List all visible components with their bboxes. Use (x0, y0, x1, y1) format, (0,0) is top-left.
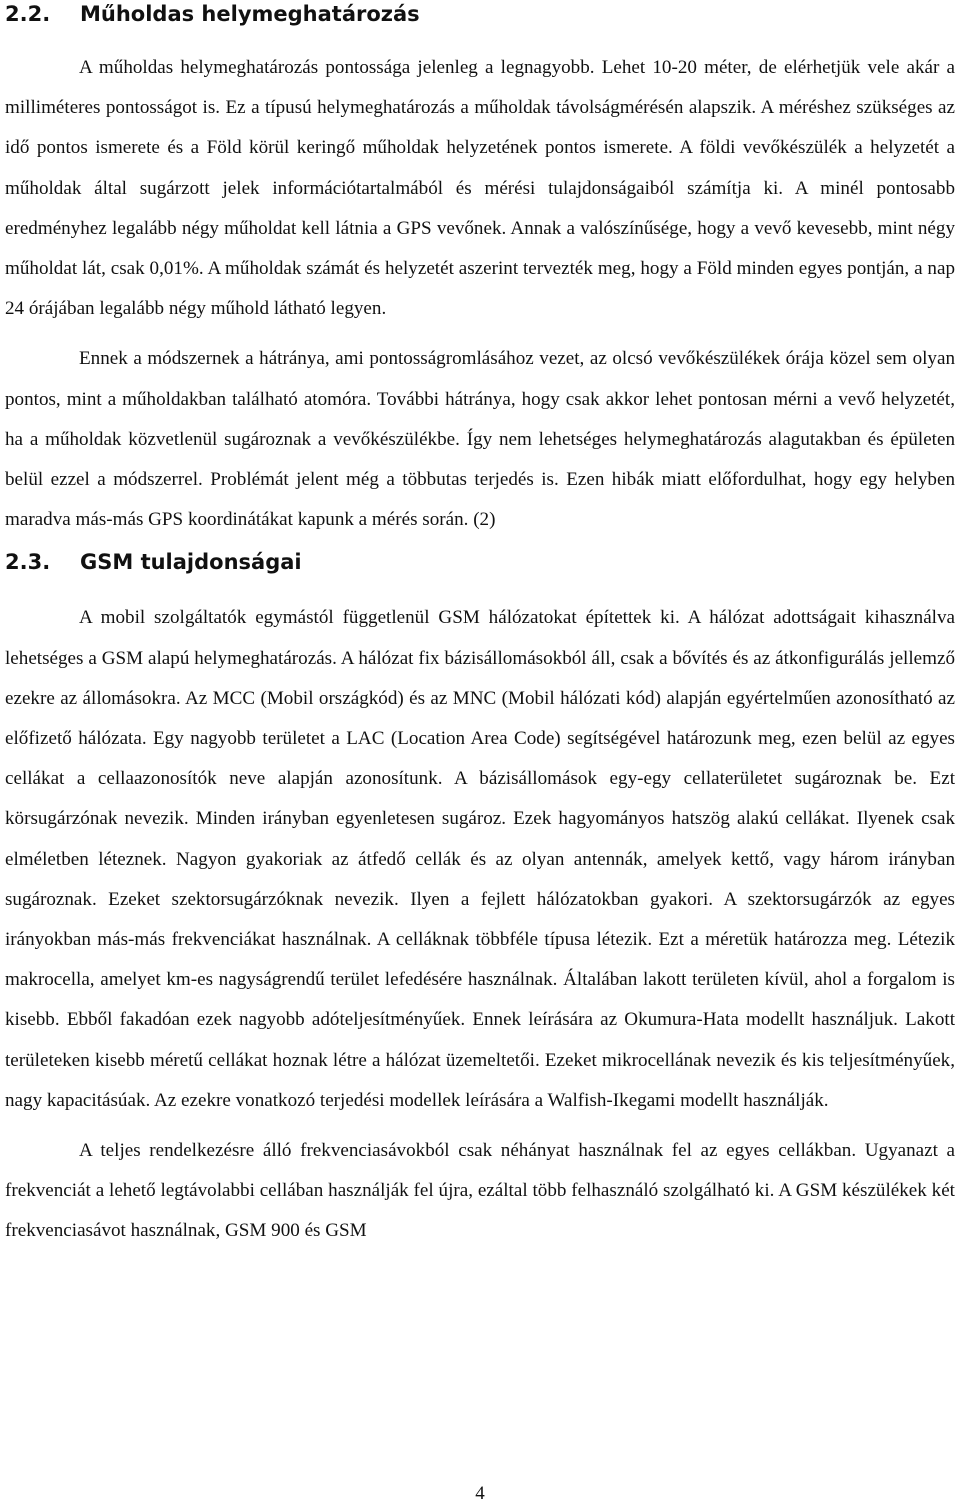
section-title: Műholdas helymeghatározás (80, 2, 420, 26)
section-number: 2.2. (5, 2, 51, 26)
paragraph-gsm-network: A mobil szolgáltatók egymástól függetlenül GSM hálózatokat építettek ki. A hálózat adottságait kihasználva lehetséges a GSM alapú helymeghatározás. A hálózat fix bázisállomásokból áll, csak a bővítés és az átkonfigurálás jellemző ezekre az állomásokra. Az MCC (Mobil országkód) és az MNC (Mobil hálózati kód) alapján egyértelműen azonosítható az előfizető hálózata. Egy nagyobb területet a LAC (Location Area Code) segítségével határozunk meg, ezen belül az egyes cellákat a cellaazonosítók neve alapján azonosítunk. A bázisállomások egy-egy cellaterületet sugároznak be. Ezt körsugárzónak nevezik. Minden irányban egyenletesen sugároz. Ezek hagyományos hatszög alakú cellákat. Ilyenek csak elméletben léteznek. Nagyon gyakoriak az átfedő cellák és az olyan antennák, amelyek kettő, vagy három irányban sugároznak. Ezeket szektorsugárzóknak nevezik. Ilyen a fejlett hálózatokban gyakori. A szektorsugárzók az egyes irányokban más-más frekvenciákat használnak. A celláknak többféle típusa létezik. Ezt a méretük határozza meg. Létezik makrocella, amelyet km-es nagyságrendű terület lefedésére használnak. Általában lakott területen kívül, ahol a forgalom is kisebb. Ebből fakadóan ezek nagyobb adóteljesítményűek. Ennek leírására az Okumura-Hata modellt használjuk. Lakott területeken kisebb méretű cellákat hoznak létre a hálózat üzemeltetői. Ezeket mikrocellának nevezik és kis teljesítményűek, nagy kapacitásúak. Az ezekre vonatkozó terjedési modellek leírására a Walfish-Ikegami modellt használják. (5, 607, 955, 1111)
section-heading-2-3 (5, 548, 955, 576)
page-number: 4 (475, 1483, 485, 1504)
paragraph-frequency-bands: A teljes rendelkezésre álló frekvenciasávokból csak néhányat használnak fel az egyes cellákban. Ugyanazt a frekvenciát a lehető legtávolabbi cellában használják fel újra, ezáltal több felhasználó szolgálható ki. A GSM készülékek két frekvenciasávot használnak, GSM 900 és GSM (5, 1140, 955, 1242)
paragraph-satellite-drawbacks: Ennek a módszernek a hátránya, ami pontosságromlásához vezet, az olcsó vevőkészülékek órája közel sem olyan pontos, mint a műholdakban található atomóra. További hátránya, hogy csak akkor lehet pontosan mérni a vevő helyzetét, ha a műholdak közvetlenül sugároznak a vevőkészülékbe. Így nem lehetséges helymeghatározás alagutakban és épületen belül ezzel a módszerrel. Problémát jelent még a többutas terjedés is. Ezen hibák miatt előfordulhat, hogy egy helyben maradva más-más GPS koordinátákat kapunk a mérés során. (2) (5, 348, 955, 531)
document-page (5, 0, 955, 1252)
section-number: 2.3. (5, 550, 51, 575)
paragraph-satellite-accuracy: A műholdas helymeghatározás pontossága jelenleg a legnagyobb. Lehet 10-20 méter, de elérhetjük vele akár a milliméteres pontosságot is. Ez a típusú helymeghatározás a műholdak távolságmérésén alapszik. A méréshez szükséges az idő pontos ismerete és a Föld körül keringő műholdak helyzetének pontos ismerete. A földi vevőkészülék a helyzetét a műholdak által sugárzott jelek információtartalmából és mérési tulajdonságaiból számítja ki. A minél pontosabb eredményhez legalább négy műholdat kell látnia a GPS vevőnek. Annak a valószínűsége, hogy a vevő kevesebb, mint négy műholdat lát, csak 0,01%. A műholdak számát és helyzetét aszerint tervezték meg, hogy a Föld minden egyes pontján, a nap 24 órájában legalább négy műhold látható legyen. (5, 57, 955, 320)
section-heading-2-2 (5, 0, 955, 28)
section-title: GSM tulajdonságai (80, 550, 302, 575)
